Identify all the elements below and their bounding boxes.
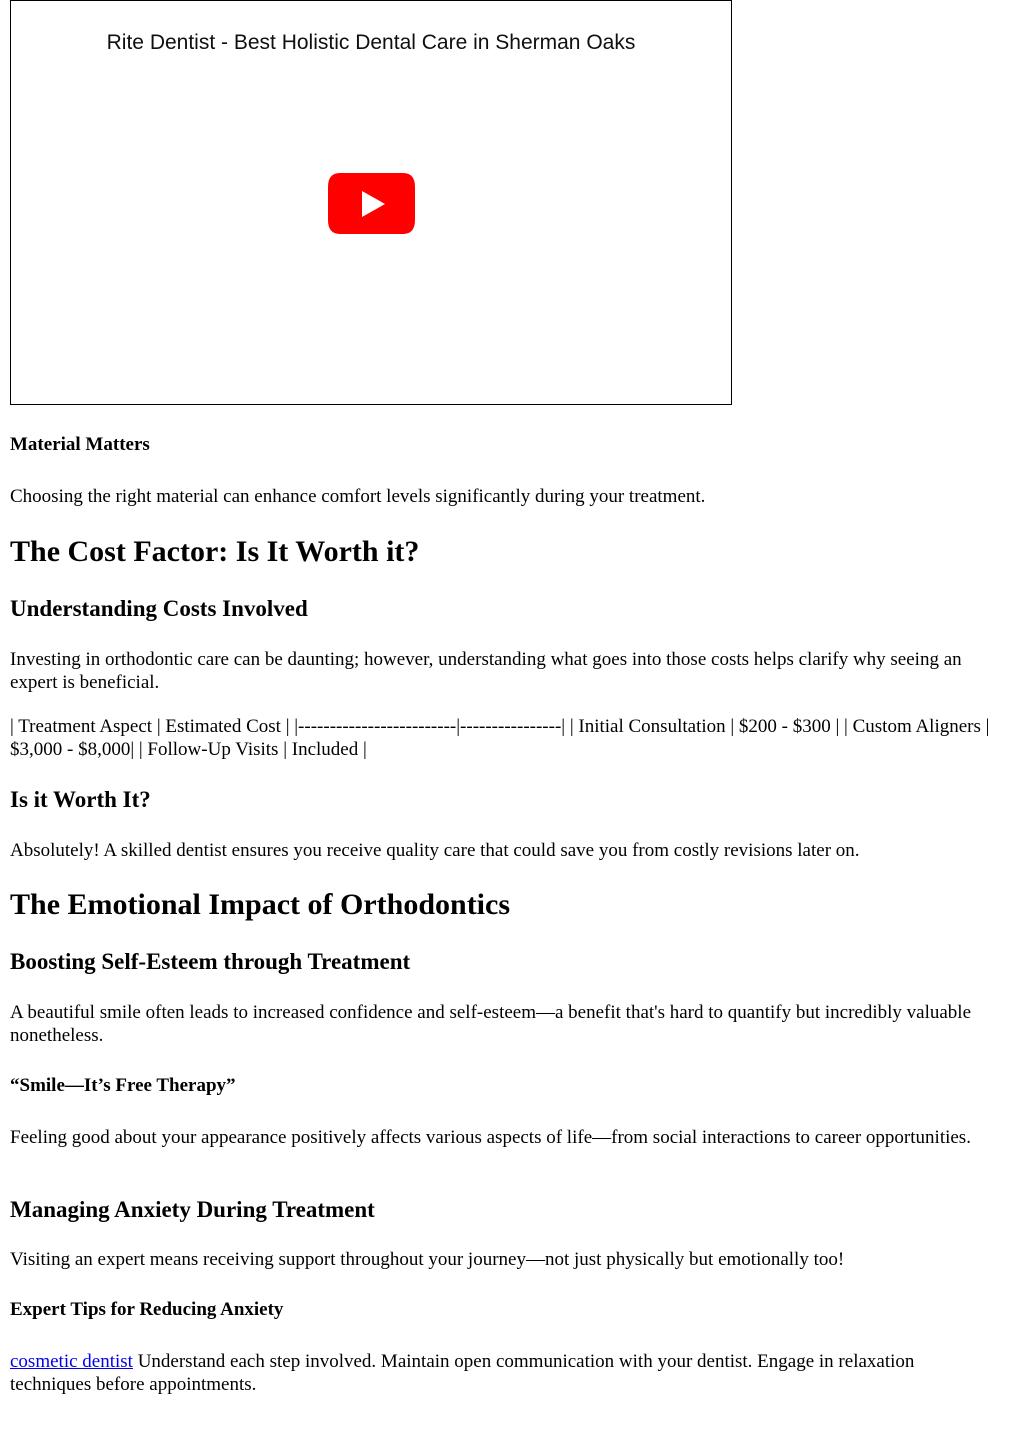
smile-therapy-text: Feeling good about your appearance positively affects various aspects of life—from social interactions to career opportunities. [10,1127,971,1148]
cost-table-text: | Treatment Aspect | Estimated Cost | |-------------------------|----------------| | Initial Consultation | $200 - $300 | | Custom Aligners | $3,000 - $8,000| | Follow-Up Visits | Included | [10,716,990,760]
smile-therapy-heading: “Smile—It’s Free Therapy” [10,1075,236,1096]
worth-it-heading: Is it Worth It? [10,787,151,812]
expert-tips-heading: Expert Tips for Reducing Anxiety [10,1299,284,1320]
video-title[interactable]: Rite Dentist - Best Holistic Dental Care in Sherman Oaks [106,31,636,54]
managing-anxiety-heading: Managing Anxiety During Treatment [10,1197,375,1222]
video-embed[interactable] [10,0,732,405]
youtube-play-icon[interactable] [328,173,415,234]
cosmetic-dentist-link[interactable]: cosmetic dentist [10,1351,133,1372]
expert-tips-text [10,1350,1000,1396]
material-matters-heading: Material Matters [10,434,150,455]
material-matters-text: Choosing the right material can enhance comfort levels significantly during your treatment. [10,486,706,507]
self-esteem-text: A beautiful smile often leads to increased confidence and self-esteem—a benefit that's hard to quantify but incredibly valuable nonetheless. [10,1002,972,1046]
self-esteem-heading: Boosting Self-Esteem through Treatment [10,949,411,974]
emotional-impact-heading: The Emotional Impact of Orthodontics [10,888,511,921]
worth-it-text: Absolutely! A skilled dentist ensures you receive quality care that could save you from costly revisions later on. [10,840,860,861]
managing-anxiety-text: Visiting an expert means receiving support throughout your journey—not just physically but emotionally too! [10,1249,845,1270]
costs-involved-heading: Understanding Costs Involved [10,596,308,621]
costs-involved-text: Investing in orthodontic care can be daunting; however, understanding what goes into those costs helps clarify why seeing an expert is beneficial. [10,649,962,693]
expert-tips-body: Understand each step involved. Maintain open communication with your dentist. Engage in relaxation techniques before appointments. [10,1351,915,1395]
cost-factor-heading: The Cost Factor: Is It Worth it? [10,535,420,568]
